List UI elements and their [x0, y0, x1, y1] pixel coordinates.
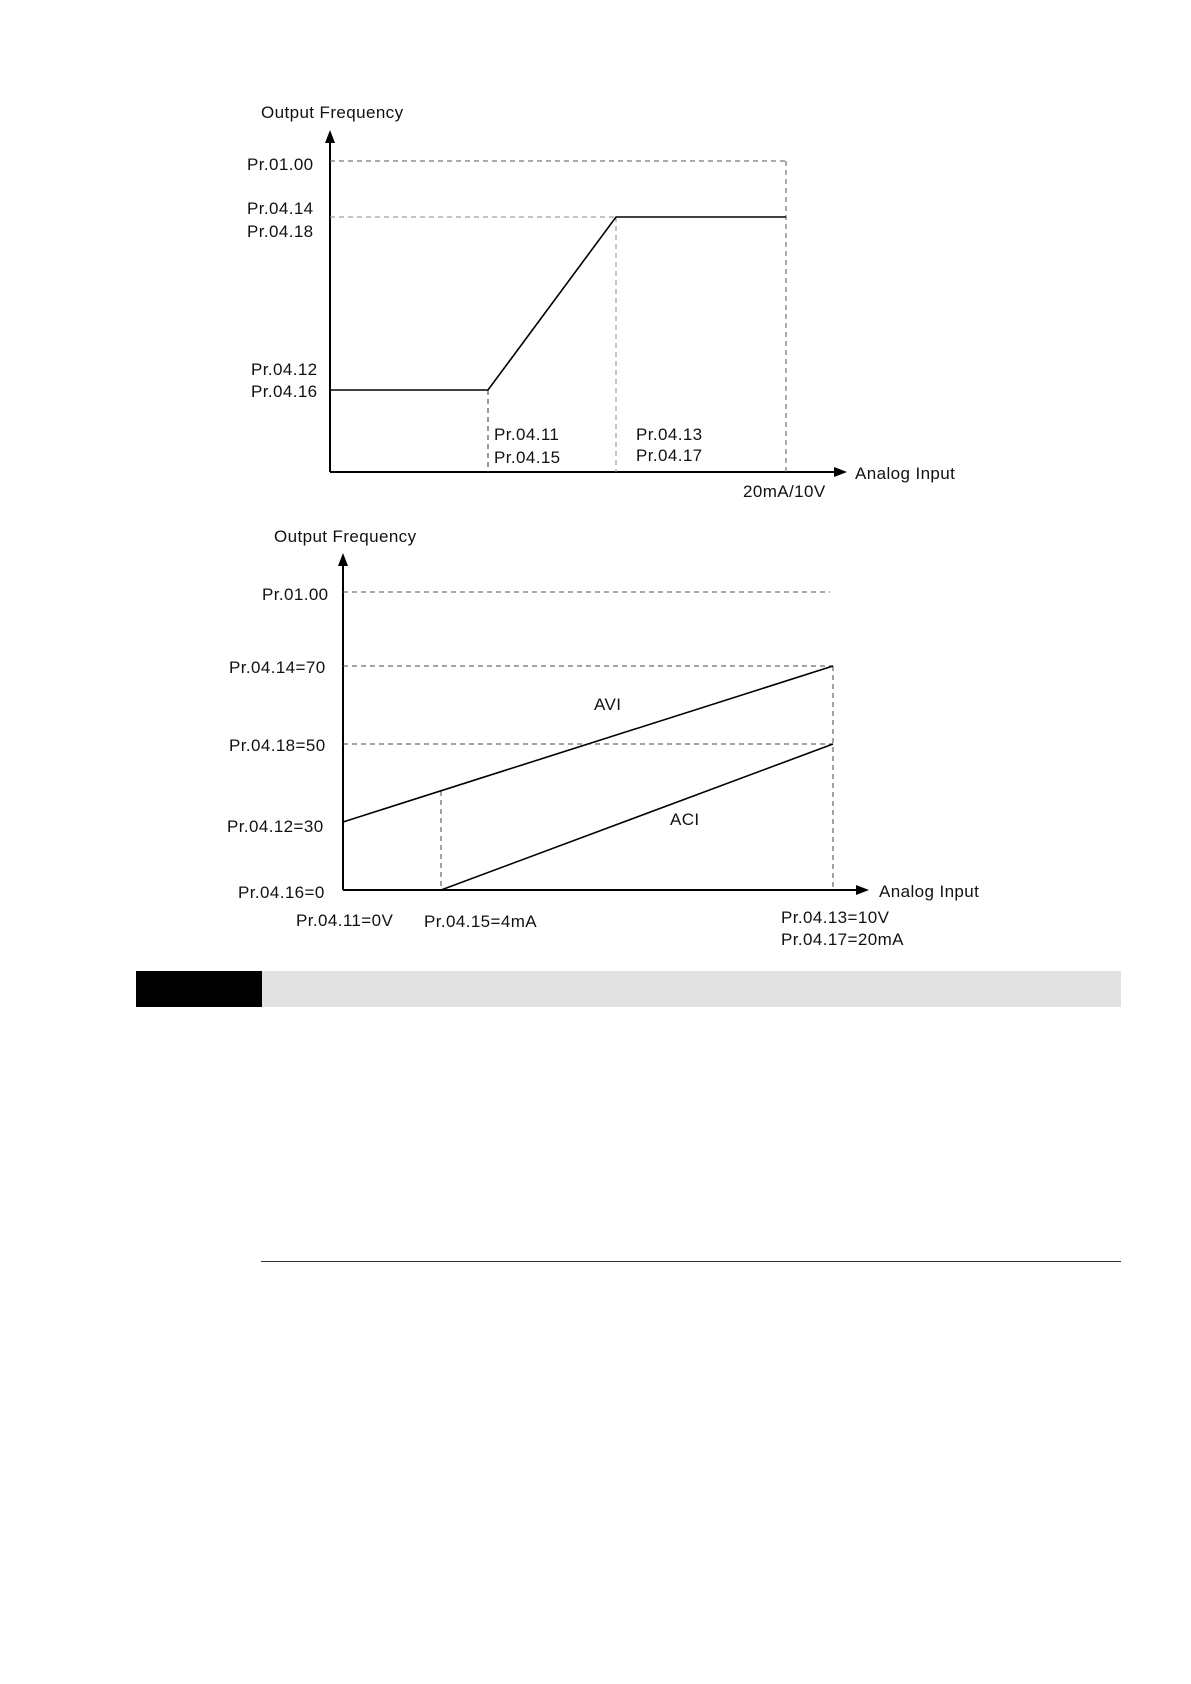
x-label-avi-start: Pr.04.11=0V	[296, 911, 394, 930]
section-header-tab	[136, 971, 262, 1007]
x-label-start-1: Pr.04.11	[494, 425, 560, 444]
frequency-curve	[330, 217, 786, 390]
y-axis-arrow-icon	[325, 130, 335, 143]
y-axis-arrow-icon	[338, 553, 348, 566]
y-axis-title: Output Frequency	[274, 527, 417, 546]
section-header-bar	[136, 971, 1121, 1007]
x-label-aci-end: Pr.04.17=20mA	[781, 930, 904, 949]
aci-label: ACI	[670, 810, 700, 829]
y-label-upper-2: Pr.04.18	[247, 222, 314, 241]
frequency-range-diagram	[0, 0, 1191, 510]
x-axis-title: Analog Input	[855, 464, 956, 483]
x-axis-arrow-icon	[856, 885, 869, 895]
x-label-end-2: Pr.04.17	[636, 446, 703, 465]
y-label-upper-1: Pr.04.14	[247, 199, 314, 218]
avi-label: AVI	[594, 695, 622, 714]
aci-line	[441, 744, 833, 890]
x-axis-arrow-icon	[834, 467, 847, 477]
y-label-avi-min: Pr.04.12=30	[227, 817, 324, 836]
divider-line	[261, 1261, 1121, 1262]
avi-aci-example-diagram	[0, 510, 1191, 970]
y-label-max: Pr.01.00	[247, 155, 314, 174]
x-label-max: 20mA/10V	[743, 482, 826, 501]
y-label-avi-max: Pr.04.14=70	[229, 658, 326, 677]
x-label-end-1: Pr.04.13	[636, 425, 703, 444]
x-axis-title: Analog Input	[879, 882, 980, 901]
x-label-start-2: Pr.04.15	[494, 448, 561, 467]
y-axis-title: Output Frequency	[261, 103, 404, 122]
y-label-aci-min: Pr.04.16=0	[238, 883, 325, 902]
y-label-aci-max: Pr.04.18=50	[229, 736, 326, 755]
y-label-lower-1: Pr.04.12	[251, 360, 318, 379]
x-label-avi-end: Pr.04.13=10V	[781, 908, 890, 927]
x-label-aci-start: Pr.04.15=4mA	[424, 912, 538, 931]
y-label-max: Pr.01.00	[262, 585, 329, 604]
y-label-lower-2: Pr.04.16	[251, 382, 318, 401]
